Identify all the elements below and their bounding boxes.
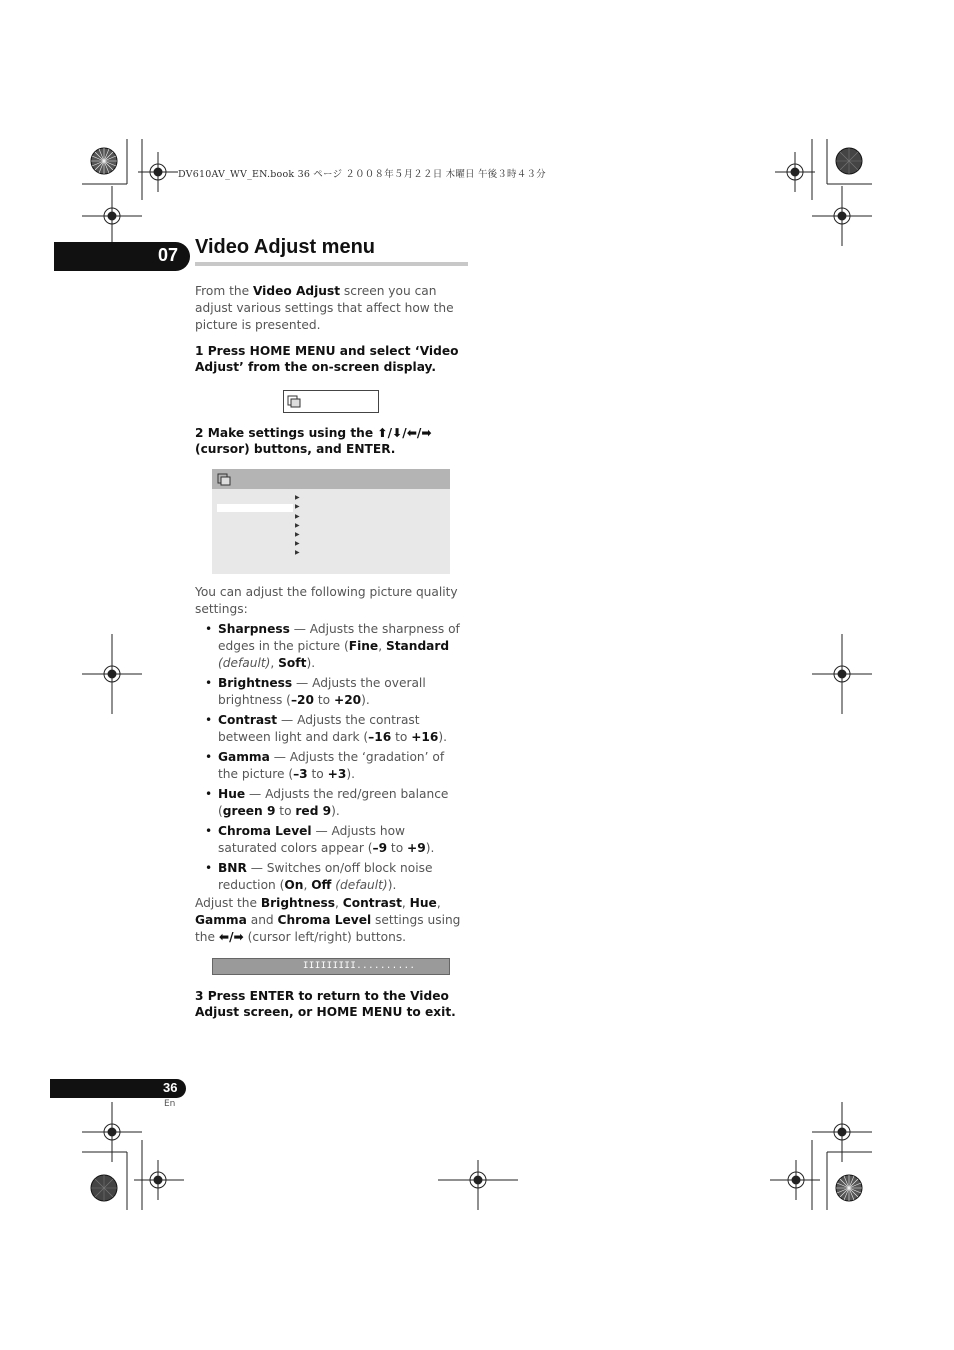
level-bar-ticks: IIIIIIIII..........	[303, 961, 416, 971]
video-adjust-menu-icon	[217, 472, 231, 486]
screen-header	[212, 469, 450, 489]
list-item: • Hue — Adjusts the red/green balance (green 9 to red 9).	[205, 786, 467, 820]
chapter-number: 07	[158, 245, 179, 265]
crosshair-registration-mark-icon	[134, 1160, 184, 1200]
crosshair-registration-mark-icon	[138, 152, 178, 192]
submenu-arrow-icon: ▶	[295, 549, 300, 556]
submenu-arrow-icon: ▶	[295, 540, 300, 547]
page-number: 36	[163, 1080, 178, 1095]
crosshair-registration-mark-icon	[775, 152, 815, 192]
crosshair-registration-mark-icon	[82, 186, 142, 246]
starburst-print-mark-icon	[90, 1174, 118, 1202]
intro-paragraph: From the Video Adjust screen you can adjust various settings that affect how the picture is presented.	[195, 284, 454, 332]
adjust-note: Adjust the Brightness, Contrast, Hue, Gamma and Chroma Level settings using the ⬅/➡ (cursor left/right) buttons.	[195, 896, 461, 944]
submenu-arrow-icon: ▶	[295, 531, 300, 538]
settings-list	[205, 621, 467, 897]
crosshair-registration-mark-icon	[812, 634, 872, 714]
crosshair-registration-mark-icon	[812, 186, 872, 246]
starburst-print-mark-icon	[835, 1174, 863, 1202]
crosshair-registration-mark-icon	[82, 1102, 142, 1162]
on-screen-display-box	[283, 390, 379, 413]
submenu-arrow-icon: ▶	[295, 503, 300, 510]
submenu-arrow-icon: ▶	[295, 513, 300, 520]
list-item: • Chroma Level — Adjusts how saturated colors appear (–9 to +9).	[205, 823, 467, 857]
step-1: 1 Press HOME MENU and select ‘Video Adjust’ from the on-screen display.	[195, 344, 459, 374]
video-adjust-menu-icon	[287, 394, 301, 408]
page-title: Video Adjust menu	[195, 236, 376, 258]
list-item: • Sharpness — Adjusts the sharpness of edges in the picture (Fine, Standard (default), Soft).	[205, 621, 467, 672]
crosshair-registration-mark-icon	[770, 1160, 820, 1200]
list-item: • Gamma — Adjusts the ‘gradation’ of the picture (–3 to +3).	[205, 749, 467, 783]
title-rule	[195, 262, 468, 266]
list-item: • BNR — Switches on/off block noise reduction (On, Off (default)).	[205, 860, 467, 894]
submenu-arrow-icon: ▶	[295, 522, 300, 529]
starburst-print-mark-icon	[90, 147, 118, 175]
starburst-print-mark-icon	[835, 147, 863, 175]
step-2: 2 Make settings using the ⬆/⬇/⬅/➡ (cursor) buttons, and ENTER.	[195, 426, 432, 456]
print-header: DV610AV_WV_EN.book 36 ページ ２００８年５月２２日 木曜日 午後３時４３分	[178, 169, 546, 180]
list-item: • Brightness — Adjusts the overall brightness (–20 to +20).	[205, 675, 467, 709]
list-item: • Contrast — Adjusts the contrast between light and dark (–16 to +16).	[205, 712, 467, 746]
submenu-arrow-icon: ▶	[295, 494, 300, 501]
level-bar	[212, 958, 450, 975]
settings-intro: You can adjust the following picture quality settings:	[195, 585, 458, 616]
crosshair-registration-mark-icon	[438, 1160, 518, 1210]
page-language: En	[164, 1099, 176, 1109]
left-right-arrows-icon: ⬅/➡	[218, 930, 244, 944]
selected-row-highlight	[217, 504, 293, 512]
cursor-arrows-icon: ⬆/⬇/⬅/➡	[377, 426, 432, 440]
crosshair-registration-mark-icon	[82, 634, 142, 714]
video-adjust-screen	[212, 469, 450, 574]
step-3: 3 Press ENTER to return to the Video Adjust screen, or HOME MENU to exit.	[195, 989, 456, 1019]
crosshair-registration-mark-icon	[812, 1102, 872, 1162]
